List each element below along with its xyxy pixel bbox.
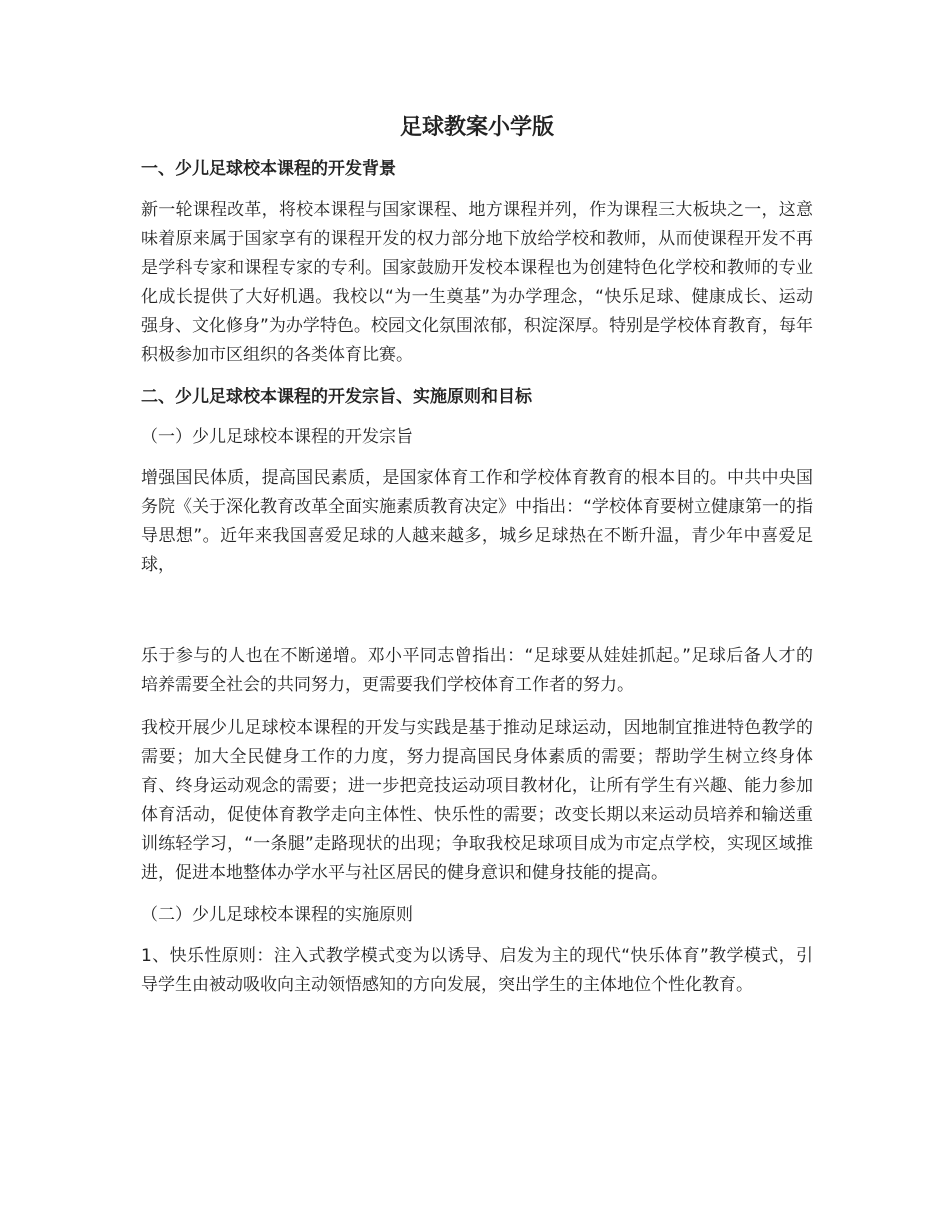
section1-heading: 一、少儿足球校本课程的开发背景 (141, 159, 396, 179)
subsection2-heading: （二）少儿足球校本课程的实施原则 (141, 905, 413, 925)
subsection1-paragraph3: 我校开展少儿足球校本课程的开发与实践是基于推动足球运动，因地制宜推进特色教学的需要；加大全民健身工作的力度，努力提高国民身体素质的需要；帮助学生树立终身体育、终身运动观念的需要；进一步把竞技运动项目教材化，让所有学生有兴趣、能力参加体育活动，促使体育教学走向主体性、快乐性的需要；改变长期以来运动员培养和输送重训练轻学习，“一条腿”走路现状的出现；争取我校足球项目成为市定点学校，实现区域推进，促进本地整体办学水平与社区居民的健身意识和健身技能的提高。 (141, 718, 813, 883)
subsection1-paragraph1: 增强国民体质，提高国民素质，是国家体育工作和学校体育教育的根本目的。中共中央国务院《关于深化教育改革全面实施素质教育决定》中指出：“学校体育要树立健康第一的指导思想”。近年来我国喜爱足球的人越来越多，城乡足球热在不断升温，青少年中喜爱足球， (141, 468, 813, 575)
subsection2-paragraph1: 1、快乐性原则：注入式教学模式变为以诱导、启发为主的现代“快乐体育”教学模式，引导学生由被动吸收向主动领悟感知的方向发展，突出学生的主体地位个性化教育。 (141, 946, 813, 995)
page-gap (141, 594, 813, 642)
subsection1-paragraph2: 乐于参与的人也在不断递增。邓小平同志曾指出：“足球要从娃娃抓起。”足球后备人才的培养需要全社会的共同努力，更需要我们学校体育工作者的努力。 (141, 646, 813, 695)
section2-heading: 二、少儿足球校本课程的开发宗旨、实施原则和目标 (141, 387, 532, 407)
section1-paragraph: 新一轮课程改革，将校本课程与国家课程、地方课程并列，作为课程三大板块之一，这意味着原来属于国家享有的课程开发的权力部分地下放给学校和教师，从而使课程开发不再是学科专家和课程专家的专利。国家鼓励开发校本课程也为创建特色化学校和教师的专业化成长提供了大好机遇。我校以“为一生奠基”为办学理念，“快乐足球、健康成长、运动强身、文化修身”为办学特色。校园文化氛围浓郁，积淀深厚。特别是学校体育教育，每年积极参加市区组织的各类体育比赛。 (141, 200, 813, 365)
document-title: 足球教案小学版 (399, 115, 554, 140)
subsection1-heading: （一）少儿足球校本课程的开发宗旨 (141, 427, 413, 447)
document-page (141, 112, 813, 1014)
